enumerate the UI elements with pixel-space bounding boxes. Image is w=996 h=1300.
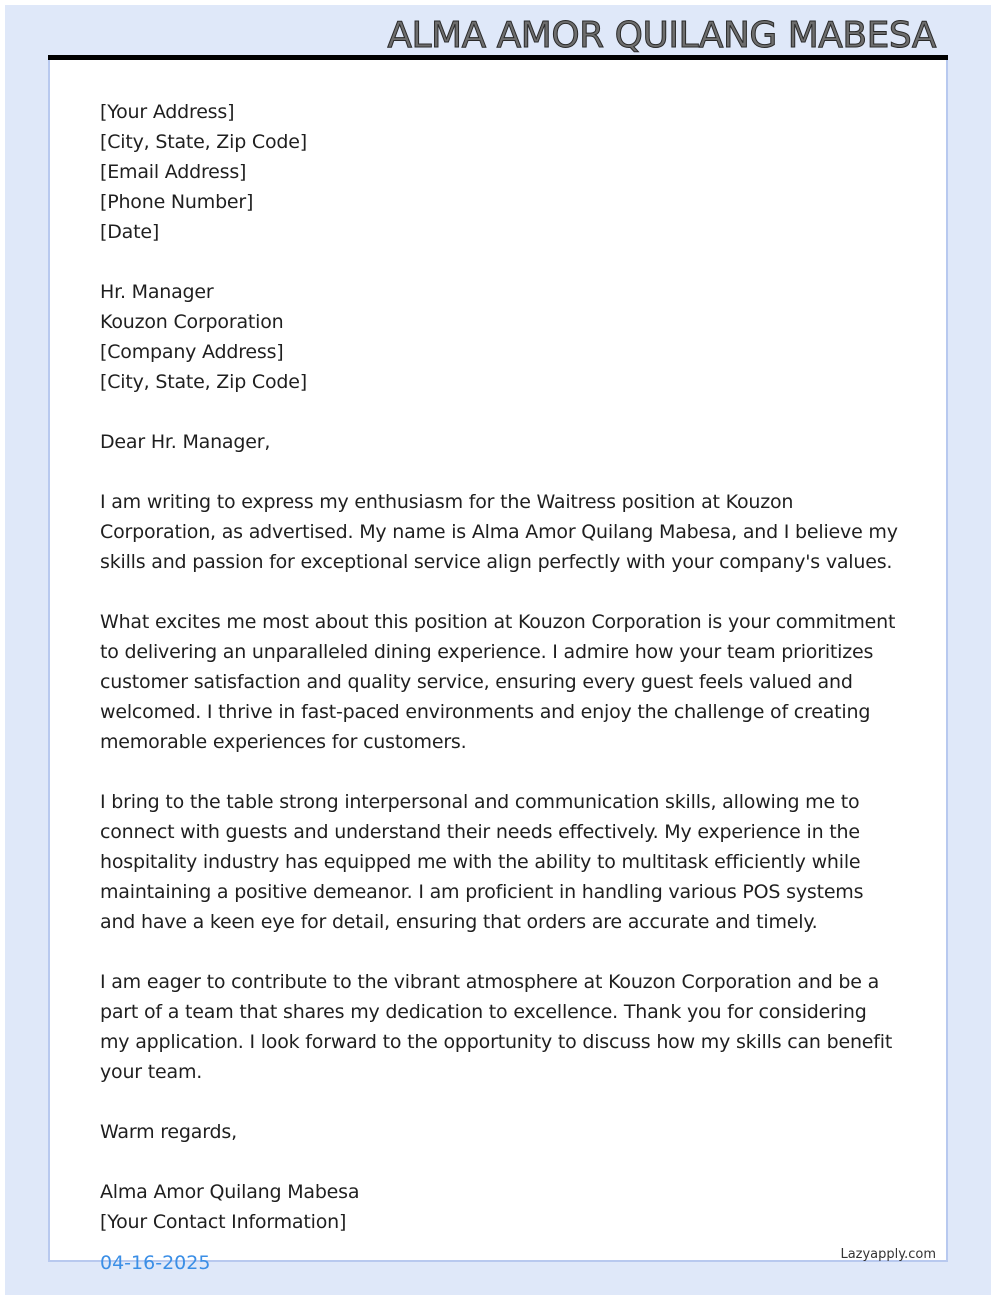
sender-email: [Email Address]: [100, 161, 247, 183]
sender-address: [Your Address]: [100, 101, 235, 123]
spacer: [100, 1087, 900, 1117]
closing-phrase: Warm regards,: [100, 1121, 237, 1143]
signature-contact: [Your Contact Information]: [100, 1211, 347, 1233]
brand-watermark: Lazyapply.com: [840, 1247, 936, 1262]
spacer: [100, 397, 900, 427]
footer-date: 04-16-2025: [100, 1252, 211, 1274]
paragraph-skills: I bring to the table strong interpersonal and communication skills, allowing me to connect with guests and understand their needs effectively. My experience in the hospitality industry has equipped me with the ability to multitask efficiently while maintaining a positive demeanor. I am proficient in handling various POS systems and have a keen eye for detail, ensuring that orders are accurate and timely.: [100, 791, 864, 933]
paragraph-motivation: What excites me most about this position at Kouzon Corporation is your commitment to delivering an unparalleled dining experience. I admire how your team prioritizes customer satisfaction and quality service, ensuring every guest feels valued and welcomed. I thrive in fast-paced environments and enjoy the challenge of creating memorable experiences for customers.: [100, 611, 896, 753]
spacer: [100, 757, 900, 787]
sender-city-state-zip: [City, State, Zip Code]: [100, 131, 307, 153]
spacer: [100, 457, 900, 487]
recipient-block: [100, 277, 900, 397]
signature-block: [100, 1177, 900, 1237]
recipient-company: Kouzon Corporation: [100, 311, 284, 333]
paragraph-intro: I am writing to express my enthusiasm for the Waitress position at Kouzon Corporation, as advertised. My name is Alma Amor Quilang Mabesa, and I believe my skills and passion for exceptional service align perfectly with your company's values.: [100, 491, 898, 573]
spacer: [100, 1147, 900, 1177]
spacer: [100, 937, 900, 967]
recipient-city-state-zip: [City, State, Zip Code]: [100, 371, 307, 393]
salutation: Dear Hr. Manager,: [100, 431, 271, 453]
applicant-name-heading: ALMA AMOR QUILANG MABESA: [387, 15, 936, 56]
sender-phone: [Phone Number]: [100, 191, 254, 213]
paragraph-closing: I am eager to contribute to the vibrant atmosphere at Kouzon Corporation and be a part of a team that shares my dedication to excellence. Thank you for considering my application. I look forward to the opportunity to discuss how my skills can benefit your team.: [100, 971, 893, 1083]
spacer: [100, 247, 900, 277]
sender-block: [100, 97, 900, 247]
recipient-address: [Company Address]: [100, 341, 284, 363]
signature-name: Alma Amor Quilang Mabesa: [100, 1181, 360, 1203]
spacer: [100, 577, 900, 607]
recipient-title: Hr. Manager: [100, 281, 214, 303]
sender-date: [Date]: [100, 221, 160, 243]
cover-letter-body: [100, 97, 900, 1237]
